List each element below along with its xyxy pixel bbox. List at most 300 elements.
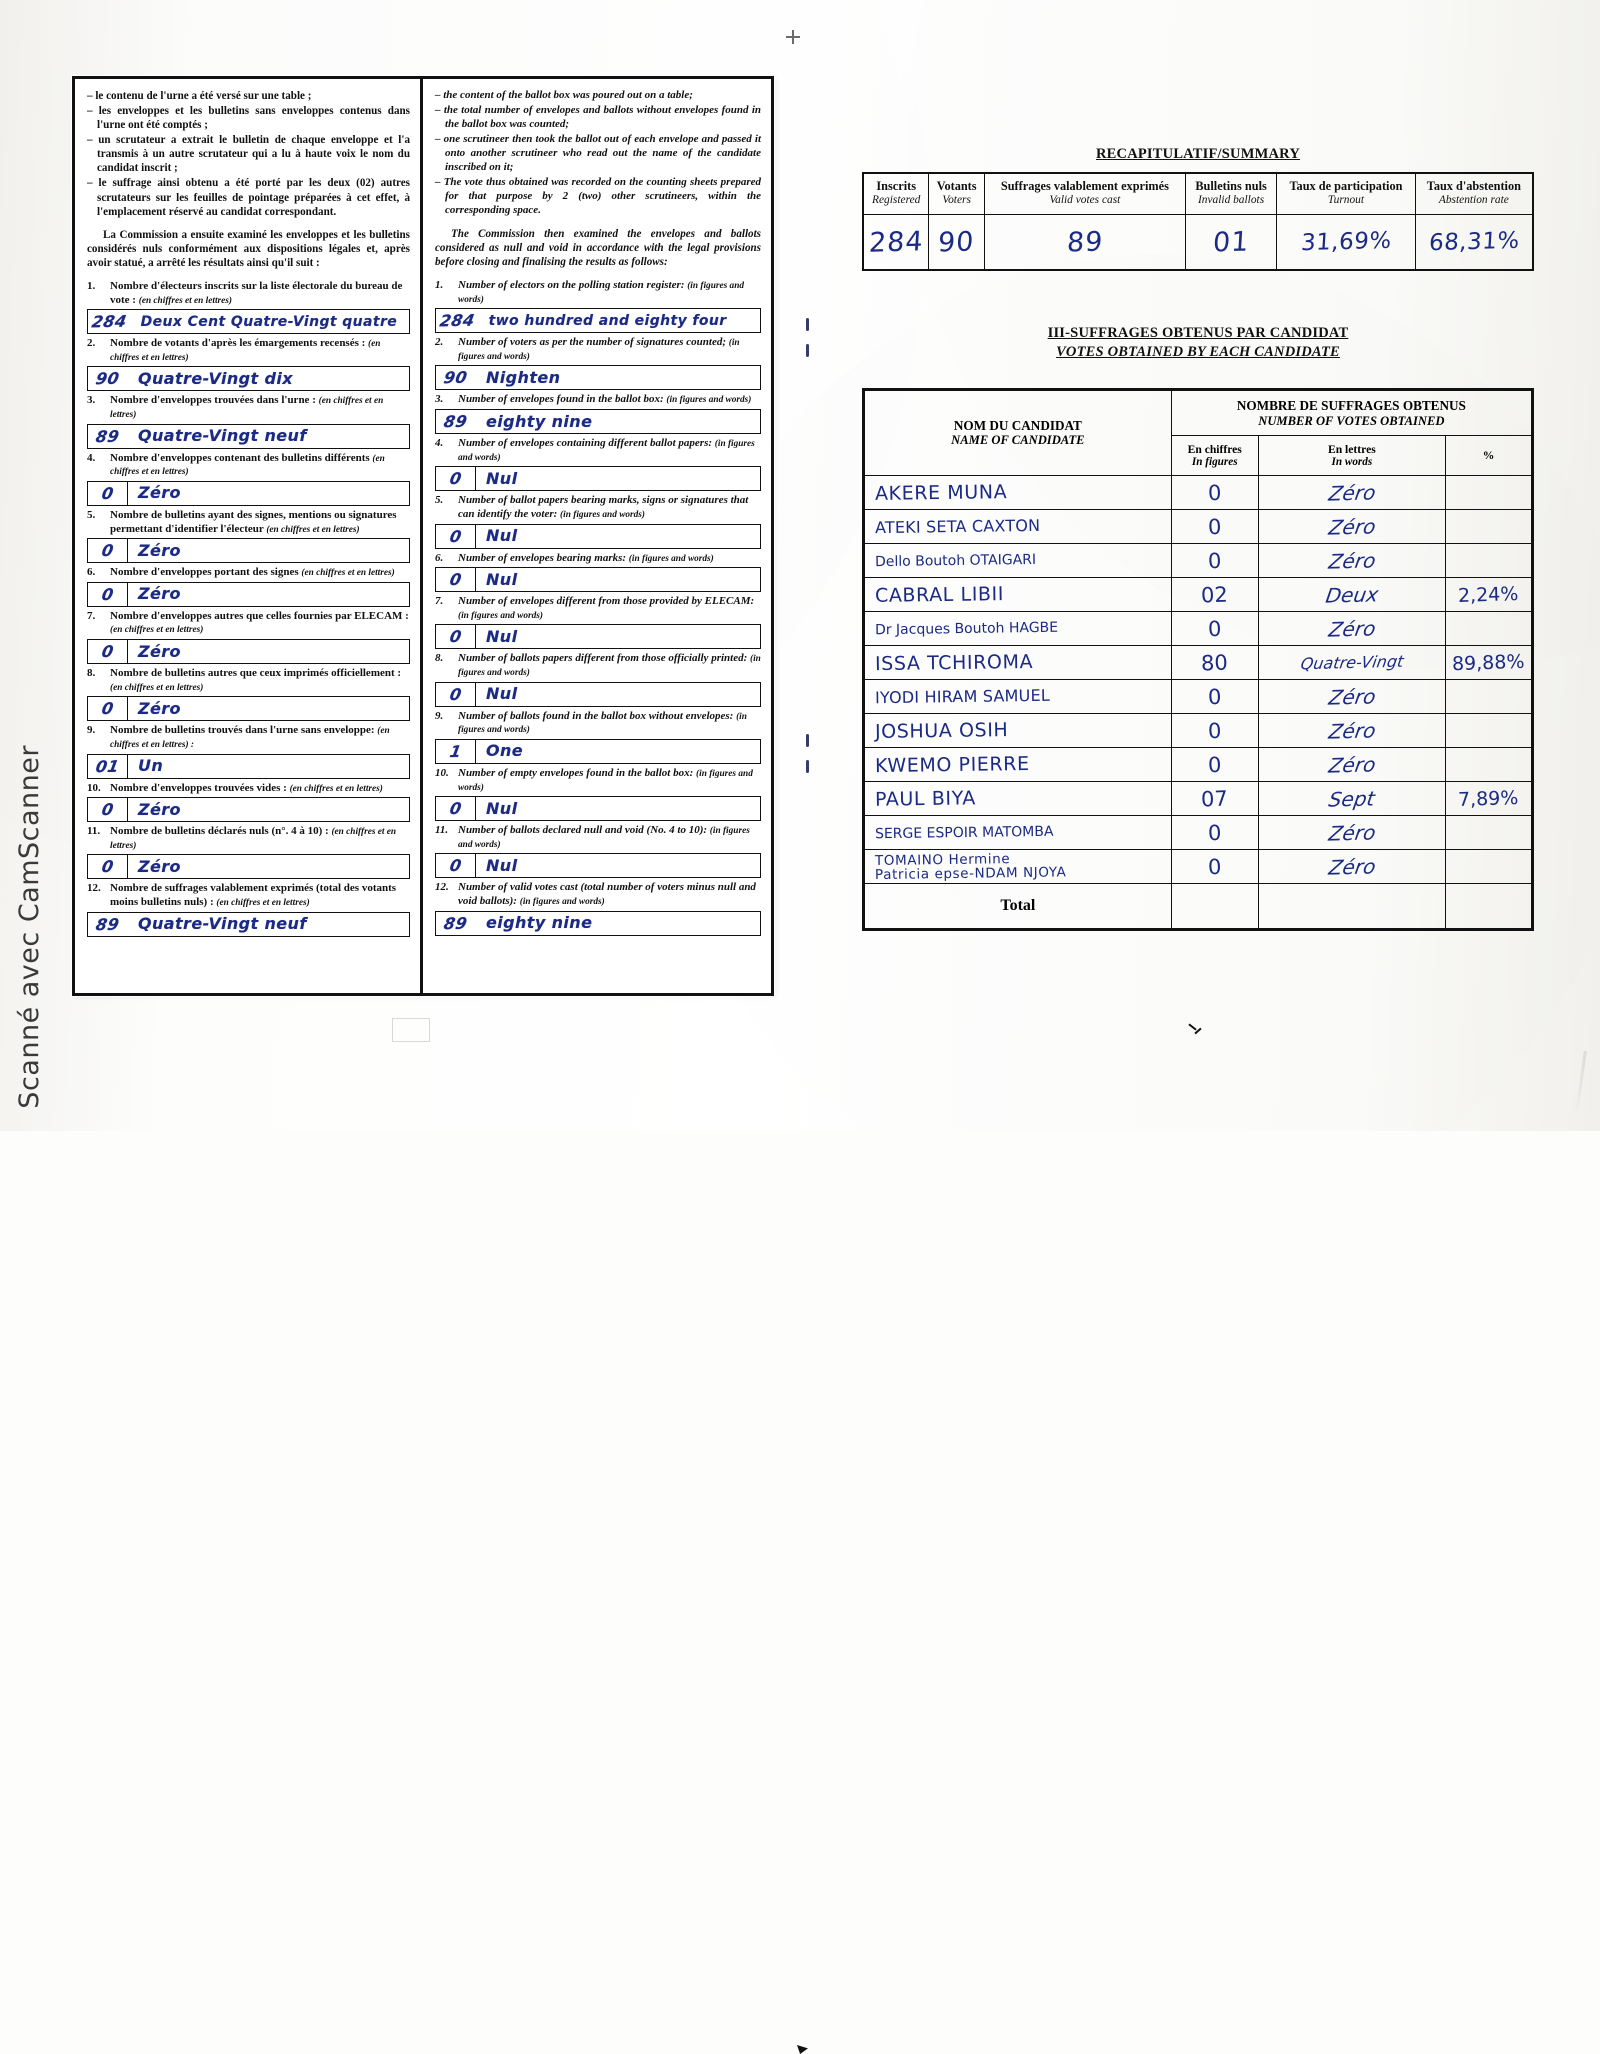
table-row	[864, 680, 1533, 714]
candidate-percent-cell[interactable]	[1446, 510, 1533, 544]
candidate-percent-cell[interactable]	[1446, 476, 1533, 510]
handwritten-candidate-name: SERGE ESPOIR MATOMBA	[874, 823, 1054, 842]
form-item-label	[87, 280, 410, 307]
answer-figure[interactable]	[88, 697, 128, 720]
summary-header-fr: Taux d'abstention	[1426, 179, 1521, 193]
form-item-hint: (in figures and words)	[458, 768, 753, 793]
answer-figure[interactable]	[88, 539, 128, 562]
answer-box[interactable]	[87, 366, 410, 391]
form-item-number: 2.	[435, 336, 444, 349]
summary-header-1	[929, 173, 984, 214]
handwritten-candidate-name: KWEMO PIERRE	[874, 752, 1030, 777]
answer-box[interactable]	[87, 582, 410, 607]
form-item-label	[435, 336, 761, 363]
handwritten-words: Zéro	[138, 641, 181, 661]
summary-value-0[interactable]	[863, 214, 929, 270]
answer-words[interactable]	[128, 857, 409, 877]
form-column-french	[75, 79, 423, 993]
form-item-hint: (en chiffres et en lettres)	[216, 898, 310, 909]
handwritten-figure: 0	[448, 799, 463, 819]
form-item-label	[435, 552, 761, 566]
summary-header-en: Invalid ballots	[1198, 193, 1265, 206]
total-label: Total	[864, 884, 1172, 930]
answer-box[interactable]	[435, 567, 761, 592]
candidate-percent-cell[interactable]	[1446, 612, 1533, 646]
answer-words[interactable]	[476, 856, 760, 876]
answer-figure[interactable]	[88, 640, 128, 663]
handwritten-figure: 0	[1207, 854, 1222, 879]
answer-words[interactable]	[476, 368, 760, 388]
candidate-figures-cell[interactable]	[1171, 714, 1258, 748]
form-item-hint: (en chiffres et en lettres)	[110, 827, 397, 851]
answer-box[interactable]	[87, 854, 410, 879]
candidate-words-cell[interactable]	[1258, 850, 1445, 884]
handwritten-words: Nul	[486, 684, 518, 704]
answer-box[interactable]	[435, 365, 761, 390]
handwritten-words: Zéro	[1326, 480, 1377, 506]
form-item-text: Nombre de votants d'après les émargements recensés : (en chiffres et en lettres)	[110, 337, 381, 363]
list-item: – le suffrage ainsi obtenu a été porté par les deux (02) autres scrutateurs sur les feuilles de pointage préparées à cet effet, à l'emplacement réservé au candidat correspondant.	[87, 177, 410, 218]
candidate-words-cell[interactable]	[1258, 476, 1445, 510]
table-row	[864, 850, 1533, 884]
handwritten-words: Zéro	[138, 584, 181, 604]
form-item-hint: (en chiffres et en lettres)	[266, 524, 360, 535]
candidate-name-cell	[864, 510, 1172, 544]
form-item-hint: (in figures and words)	[560, 509, 646, 520]
english-question-list	[435, 279, 761, 936]
handwritten-words: Zéro	[1326, 752, 1377, 778]
form-item	[87, 882, 410, 936]
scan-edge-tick	[806, 760, 809, 773]
form-item-text: Nombre d'enveloppes trouvées dans l'urne : (en chiffres et en lettres)	[110, 394, 384, 421]
form-item	[435, 881, 761, 935]
summary-table-container	[862, 172, 1534, 271]
candidate-percent-cell[interactable]	[1446, 680, 1533, 714]
right-page-region	[850, 0, 1570, 1131]
form-item-number: 7.	[87, 609, 96, 622]
candidate-percent-cell[interactable]	[1446, 714, 1533, 748]
form-item-label	[87, 566, 410, 580]
form-item-number: 8.	[435, 652, 444, 665]
candidate-figures-cell[interactable]	[1171, 612, 1258, 646]
form-item-label	[87, 782, 410, 796]
handwritten-words: Quatre-Vingt neuf	[138, 914, 307, 934]
form-item-number: 9.	[87, 724, 96, 737]
form-item	[87, 452, 410, 506]
form-item-text: Nombre de bulletins trouvés dans l'urne sans enveloppe: (en chiffres et en lettres) :	[110, 724, 390, 750]
handwritten-words: Nul	[486, 468, 518, 488]
answer-box[interactable]	[435, 524, 761, 549]
candidate-name-cell	[864, 476, 1172, 510]
candidate-name-cell	[864, 782, 1172, 816]
scan-edge-tick	[806, 344, 809, 357]
form-item-hint: (en chiffres et en lettres)	[110, 396, 384, 421]
handwritten-words: One	[486, 741, 524, 761]
answer-words[interactable]	[131, 313, 409, 331]
form-item-text: Number of ballots found in the ballot box without envelopes: (in figures and words)	[458, 709, 747, 736]
handwritten-figure: 0	[448, 469, 463, 489]
candidates-table	[862, 388, 1534, 931]
answer-words[interactable]	[128, 642, 409, 662]
answer-figure[interactable]	[436, 467, 476, 490]
summary-header-2	[984, 173, 1185, 214]
answer-figure[interactable]	[88, 855, 128, 878]
table-row	[864, 510, 1533, 544]
form-item-text: Nombre d'électeurs inscrits sur la liste électorale du bureau de vote : (en chiffres et en lettres)	[110, 279, 403, 306]
form-item-hint: (in figures and words)	[628, 553, 714, 564]
form-item	[435, 552, 761, 593]
candidate-name-cell	[864, 544, 1172, 578]
summary-header-4	[1277, 173, 1416, 214]
answer-box[interactable]	[435, 853, 761, 878]
handwritten-words: Zéro	[138, 856, 181, 876]
candidate-words-cell[interactable]	[1258, 714, 1445, 748]
candidate-percent-cell[interactable]	[1446, 850, 1533, 884]
answer-figure[interactable]	[436, 568, 476, 591]
answer-figure[interactable]	[88, 798, 128, 821]
handwritten-candidate-name: CABRAL LIBII	[874, 582, 1005, 607]
form-item-number: 4.	[435, 437, 444, 450]
candidate-words-cell[interactable]	[1258, 646, 1445, 680]
table-row	[864, 782, 1533, 816]
form-item-label	[87, 610, 410, 637]
list-item: – one scrutineer then took the ballot out of each envelope and passed it onto another scrutineer who read out the name of the candidate inscribed on it;	[435, 132, 761, 173]
form-item-number: 7.	[435, 595, 444, 608]
form-item-label	[87, 452, 410, 479]
candidate-words-cell[interactable]	[1258, 680, 1445, 714]
answer-box[interactable]	[87, 754, 410, 779]
handwritten-words: Zéro	[1326, 854, 1377, 880]
form-item-number: 6.	[87, 566, 96, 579]
answer-figure[interactable]	[88, 755, 128, 778]
total-percent	[1446, 884, 1533, 930]
answer-words[interactable]	[476, 799, 760, 819]
candidate-name-cell	[864, 680, 1172, 714]
form-item-label	[435, 393, 761, 407]
scan-corner-artifact-left	[392, 1018, 430, 1042]
answer-box[interactable]	[87, 696, 410, 721]
form-item-text: Number of envelopes bearing marks: (in figures and words)	[458, 551, 714, 564]
answer-words[interactable]	[476, 913, 760, 933]
english-paragraph: The Commission then examined the envelopes and ballots considered as null and void in accordance with the legal provisions before closing and finalising the results as follows:	[435, 227, 761, 268]
candidate-words-cell[interactable]	[1258, 544, 1445, 578]
form-item-hint: (en chiffres et en lettres) :	[110, 726, 390, 750]
summary-header-fr: Suffrages valablement exprimés	[1000, 179, 1169, 193]
form-item-number: 9.	[435, 709, 444, 722]
list-item: – the total number of envelopes and ballots without envelopes found in the ballot box was counted;	[435, 103, 761, 130]
form-item-hint: (in figures and words)	[458, 338, 740, 362]
answer-words[interactable]	[476, 684, 760, 704]
form-item-text: Number of envelopes found in the ballot box: (in figures and words)	[458, 393, 752, 406]
handwritten-figure: 0	[100, 800, 115, 820]
answer-figure[interactable]	[88, 310, 131, 333]
handwritten-figure: 0	[100, 541, 115, 561]
candidate-words-cell[interactable]	[1258, 510, 1445, 544]
summary-header-fr: Votants	[936, 179, 977, 193]
handwritten-words: Deux	[1323, 581, 1380, 608]
answer-words[interactable]	[476, 412, 760, 432]
answer-figure[interactable]	[436, 366, 476, 389]
answer-words[interactable]	[128, 426, 409, 446]
form-item-number: 1.	[435, 278, 444, 291]
candidate-figures-cell[interactable]	[1171, 646, 1258, 680]
answer-box[interactable]	[435, 308, 761, 333]
candidate-name-cell	[864, 578, 1172, 612]
form-item-hint: (in figures and words)	[458, 711, 747, 736]
french-paragraph: La Commission a ensuite examiné les enveloppes et les bulletins considérés nuls conformément aux dispositions légales et, après avoir statué, a arrêté les résultats ainsi qu'il suit :	[87, 228, 410, 269]
candidate-figures-cell[interactable]	[1171, 748, 1258, 782]
form-item-number: 11.	[435, 824, 449, 837]
answer-words[interactable]	[128, 914, 409, 934]
form-item-number: 11.	[87, 825, 101, 838]
form-item-number: 5.	[435, 494, 444, 507]
answer-box[interactable]	[87, 639, 410, 664]
answer-box[interactable]	[435, 409, 761, 434]
answer-figure[interactable]	[436, 797, 476, 820]
form-item-number: 8.	[87, 667, 96, 680]
summary-header-5	[1415, 173, 1533, 214]
form-item-text: Nombre de bulletins déclarés nuls (n°. 4 à 10) : (en chiffres et en lettres)	[110, 825, 397, 851]
form-item-number: 4.	[87, 451, 96, 464]
header-cell-name: NOM DU CANDIDAT NAME OF CANDIDATE	[864, 390, 1172, 476]
form-item-hint: (en chiffres et en lettres)	[110, 625, 204, 636]
handwritten-candidate-name: PAUL BIYA	[874, 786, 977, 811]
candidate-figures-cell[interactable]	[1171, 680, 1258, 714]
form-item-hint: (en chiffres et en lettres)	[110, 339, 381, 363]
form-item	[435, 710, 761, 764]
handwritten-words: Sept	[1327, 786, 1377, 812]
answer-figure[interactable]	[88, 583, 128, 606]
answer-figure[interactable]	[436, 309, 479, 332]
handwritten-figure: 0	[448, 627, 463, 647]
handwritten-candidate-name: Dr Jacques Boutoh HAGBE	[874, 619, 1059, 638]
form-item-text: Nombre de suffrages valablement exprimés (total des votants moins bulletins nuls) : (en chiffres et en lettres)	[110, 882, 397, 909]
handwritten-figure: 0	[1207, 616, 1222, 641]
answer-words[interactable]	[128, 800, 409, 820]
handwritten-figure: 0	[100, 641, 115, 662]
form-item-text: Number of ballots papers different from those officially printed: (in figures and words)	[458, 652, 761, 679]
form-item-label	[87, 724, 410, 751]
candidates-rows	[864, 476, 1533, 884]
candidate-name-cell	[864, 850, 1172, 884]
form-item-text: Number of empty envelopes found in the ballot box: (in figures and words)	[458, 766, 753, 793]
summary-value-1[interactable]	[929, 214, 984, 270]
candidate-words-cell[interactable]	[1258, 816, 1445, 850]
answer-words[interactable]	[128, 541, 409, 561]
answer-box[interactable]	[435, 682, 761, 707]
answer-figure[interactable]	[88, 367, 128, 390]
candidate-percent-cell[interactable]	[1446, 748, 1533, 782]
candidate-words-cell[interactable]	[1258, 612, 1445, 646]
handwritten-figure: 0	[1207, 480, 1222, 505]
handwritten-summary-value: 284	[867, 225, 925, 259]
answer-figure[interactable]	[436, 625, 476, 648]
table-row	[864, 578, 1533, 612]
candidate-percent-cell[interactable]	[1446, 544, 1533, 578]
handwritten-words: Quatre-Vingt dix	[138, 368, 293, 388]
answer-box[interactable]	[435, 466, 761, 491]
form-item-number: 3.	[87, 394, 96, 407]
answer-box[interactable]	[87, 424, 410, 449]
summary-value-3[interactable]	[1185, 214, 1276, 270]
candidate-percent-cell[interactable]	[1446, 646, 1533, 680]
form-item-text: Nombre d'enveloppes autres que celles fournies par ELECAM : (en chiffres et en lettres)	[110, 609, 409, 636]
table-row	[864, 816, 1533, 850]
answer-figure[interactable]	[436, 912, 476, 935]
form-item	[435, 494, 761, 548]
handwritten-words: Zéro	[1326, 616, 1377, 642]
answer-box[interactable]	[435, 624, 761, 649]
candidate-percent-cell[interactable]	[1446, 816, 1533, 850]
form-item-number: 6.	[435, 551, 444, 564]
summary-value-5[interactable]	[1415, 214, 1533, 270]
answer-words[interactable]	[476, 627, 760, 647]
handwritten-figure: 0	[1207, 514, 1222, 539]
candidate-name-cell	[864, 646, 1172, 680]
form-item-label	[435, 279, 761, 306]
form-item-hint: (en chiffres et en lettres)	[110, 453, 385, 478]
handwritten-words: Deux Cent Quatre-Vingt quatre	[140, 313, 398, 330]
answer-box[interactable]	[435, 739, 761, 764]
candidate-words-cell[interactable]	[1258, 782, 1445, 816]
handwritten-candidate-name: TOMAINO Hermine	[874, 851, 1011, 870]
handwritten-figure: 89	[442, 411, 470, 432]
candidate-figures-cell[interactable]	[1171, 578, 1258, 612]
answer-figure[interactable]	[436, 683, 476, 706]
answer-box[interactable]	[87, 538, 410, 563]
summary-header-en: Registered	[872, 193, 921, 206]
handwritten-summary-value: 68,31%	[1427, 227, 1520, 257]
answer-words[interactable]	[476, 570, 760, 590]
handwritten-figure: 89	[94, 426, 122, 446]
answer-box[interactable]	[87, 797, 410, 822]
form-item-hint: (in figures and words)	[458, 280, 745, 305]
handwritten-candidate-name: Patricia epse-NDAM NJOYA	[874, 864, 1067, 883]
handwritten-words: Nul	[486, 526, 518, 546]
list-item: – les enveloppes et les bulletins sans enveloppes contenus dans l'urne ont été comptés ;	[87, 105, 410, 132]
form-item-label	[87, 667, 410, 694]
answer-box[interactable]	[87, 309, 410, 334]
summary-header-fr: Inscrits	[876, 179, 917, 193]
candidate-words-cell[interactable]	[1258, 578, 1445, 612]
candidate-name-cell	[864, 714, 1172, 748]
form-item	[435, 767, 761, 821]
handwritten-words: Nul	[486, 855, 518, 875]
candidates-section-title: III-SUFFRAGES OBTENUS PAR CANDIDAT VOTES OBTAINED BY EACH CANDIDATE	[1047, 325, 1349, 360]
answer-figure[interactable]	[88, 482, 128, 505]
answer-figure[interactable]	[436, 410, 476, 433]
form-item	[87, 825, 410, 879]
table-header-row	[864, 390, 1533, 436]
handwritten-figure: 01	[94, 756, 121, 776]
scan-registration-mark	[786, 30, 800, 44]
handwritten-figure: 0	[100, 483, 115, 504]
answer-words[interactable]	[479, 312, 760, 330]
list-item: – le contenu de l'urne a été versé sur une table ;	[87, 90, 312, 102]
handwritten-figure: 0	[448, 684, 463, 704]
answer-words[interactable]	[128, 756, 409, 776]
answer-words[interactable]	[476, 526, 760, 546]
summary-value-2[interactable]	[984, 214, 1185, 270]
table-row	[864, 714, 1533, 748]
candidate-figures-cell[interactable]	[1171, 816, 1258, 850]
answer-words[interactable]	[128, 584, 409, 604]
form-item	[435, 393, 761, 434]
answer-figure[interactable]	[88, 425, 128, 448]
summary-header-3	[1185, 173, 1276, 214]
form-item-hint: (en chiffres et en lettres)	[138, 295, 233, 306]
candidate-percent-cell[interactable]	[1446, 782, 1533, 816]
answer-figure[interactable]	[436, 854, 476, 877]
summary-table	[862, 172, 1534, 271]
header-cell-votes: NOMBRE DE SUFFRAGES OBTENUS NUMBER OF VOTES OBTAINED	[1171, 390, 1532, 436]
answer-words[interactable]	[476, 469, 760, 489]
handwritten-words: Quatre-Vingt	[1299, 651, 1405, 673]
handwritten-words: Zéro	[1326, 820, 1377, 846]
form-item-text: Number of envelopes different from those provided by ELECAM: (in figures and words)	[458, 595, 755, 621]
handwritten-words: Zéro	[1326, 548, 1377, 574]
list-item: – the content of the ballot box was poured out on a table;	[435, 89, 693, 101]
form-item-number: 1.	[87, 279, 96, 292]
handwritten-figure: 02	[1200, 582, 1229, 608]
handwritten-words: Zéro	[138, 483, 181, 503]
answer-box[interactable]	[435, 911, 761, 936]
answer-figure[interactable]	[436, 525, 476, 548]
answer-figure[interactable]	[88, 913, 128, 936]
answer-words[interactable]	[128, 483, 409, 503]
handwritten-figure: 0	[1207, 820, 1222, 845]
answer-box[interactable]	[435, 796, 761, 821]
handwritten-figure: 89	[442, 913, 470, 933]
handwritten-words: Quatre-Vingt neuf	[138, 426, 307, 446]
form-item-label	[435, 494, 761, 521]
candidate-figures-cell[interactable]	[1171, 782, 1258, 816]
form-item-label	[435, 767, 761, 794]
candidate-figures-cell[interactable]	[1171, 510, 1258, 544]
form-item-hint: (en chiffres et en lettres)	[289, 783, 383, 794]
form-item	[435, 336, 761, 390]
handwritten-figure: 90	[442, 368, 470, 388]
handwritten-figure: 0	[1207, 718, 1222, 743]
handwritten-figure: 0	[1207, 752, 1222, 777]
answer-box[interactable]	[87, 912, 410, 937]
candidate-figures-cell[interactable]	[1171, 850, 1258, 884]
list-item: – The vote thus obtained was recorded on the counting sheets prepared for that purpose by 2 (two) other scrutineers, within the corresponding space.	[435, 175, 762, 216]
handwritten-words: Zéro	[138, 698, 181, 718]
handwritten-figure: 0	[448, 526, 463, 546]
form-item-label	[435, 595, 761, 622]
candidate-words-cell[interactable]	[1258, 748, 1445, 782]
form-item-label	[87, 509, 410, 536]
candidate-figures-cell[interactable]	[1171, 544, 1258, 578]
handwritten-figure: 284	[90, 311, 129, 332]
candidate-figures-cell[interactable]	[1171, 476, 1258, 510]
answer-figure[interactable]	[436, 740, 476, 763]
summary-value-4[interactable]	[1277, 214, 1416, 270]
form-item-text: Number of electors on the polling station register: (in figures and words)	[458, 278, 745, 305]
answer-words[interactable]	[476, 741, 760, 761]
answer-box[interactable]	[87, 481, 410, 506]
answer-words[interactable]	[128, 699, 409, 719]
total-figures	[1171, 884, 1258, 930]
handwritten-words: Zéro	[1326, 718, 1377, 744]
answer-words[interactable]	[128, 369, 409, 389]
form-item-hint: (in figures and words)	[519, 897, 605, 908]
handwritten-figure: 0	[448, 856, 463, 876]
candidate-percent-cell[interactable]	[1446, 578, 1533, 612]
form-item-text: Number of envelopes containing different ballot papers: (in figures and words)	[458, 437, 755, 463]
handwritten-figure: 0	[100, 699, 115, 719]
